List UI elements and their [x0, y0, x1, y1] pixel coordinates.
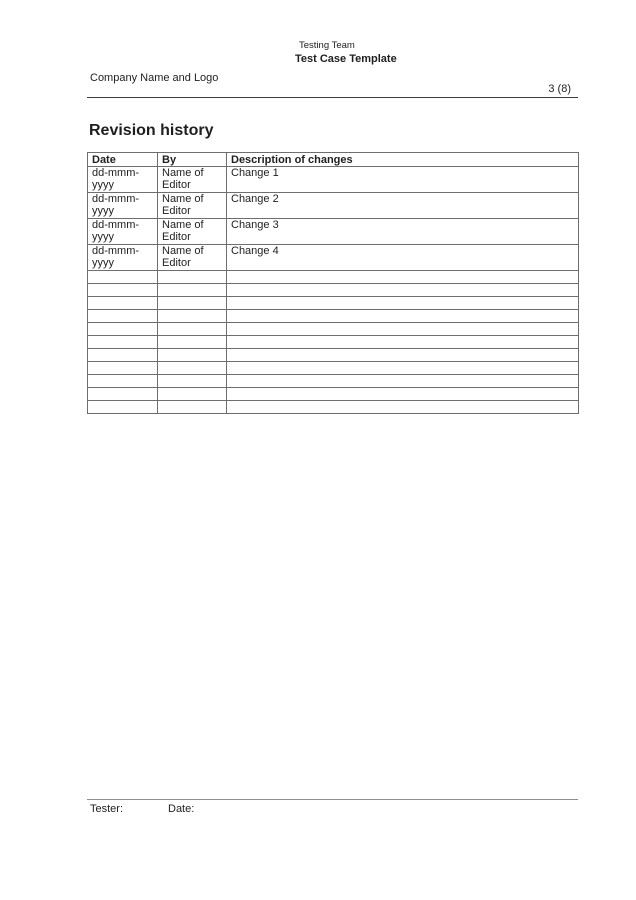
table-empty-row	[88, 323, 579, 336]
table-empty-cell	[88, 375, 158, 388]
revision-table-body	[88, 167, 579, 414]
header-company-label: Company Name and Logo	[90, 72, 219, 84]
table-header-cell: Date	[88, 153, 158, 167]
table-cell: Change 3	[227, 219, 579, 245]
table-row	[88, 193, 579, 219]
table-empty-row	[88, 284, 579, 297]
table-empty-cell	[227, 401, 579, 414]
table-empty-cell	[227, 349, 579, 362]
table-row	[88, 167, 579, 193]
section-title: Revision history	[89, 122, 214, 139]
table-row	[88, 219, 579, 245]
table-empty-row	[88, 362, 579, 375]
page-number: 3 (8)	[548, 83, 571, 95]
table-cell: Change 1	[227, 167, 579, 193]
table-empty-cell	[158, 271, 227, 284]
table-empty-cell	[158, 336, 227, 349]
table-empty-cell	[88, 271, 158, 284]
table-empty-row	[88, 310, 579, 323]
table-cell: Name of Editor	[158, 245, 227, 271]
tester-label: Tester:	[90, 803, 124, 815]
table-empty-cell	[227, 336, 579, 349]
table-empty-cell	[88, 336, 158, 349]
table-empty-cell	[227, 323, 579, 336]
table-empty-cell	[158, 362, 227, 375]
table-cell: Name of Editor	[158, 193, 227, 219]
table-header-cell: Description of changes	[227, 153, 579, 167]
table-empty-cell	[227, 375, 579, 388]
table-empty-cell	[88, 362, 158, 375]
header-rule	[87, 97, 578, 98]
table-empty-cell	[227, 310, 579, 323]
table-empty-cell	[158, 401, 227, 414]
table-empty-row	[88, 271, 579, 284]
header-team-label: Testing Team	[299, 40, 355, 51]
table-header-cell: By	[158, 153, 227, 167]
table-row	[88, 245, 579, 271]
date-label: Date:	[168, 803, 195, 815]
table-cell: dd-mmm-yyyy	[88, 245, 158, 271]
revision-history-table	[87, 152, 579, 414]
table-cell: Name of Editor	[158, 167, 227, 193]
table-empty-row	[88, 401, 579, 414]
table-empty-row	[88, 336, 579, 349]
table-empty-cell	[88, 401, 158, 414]
revision-table-head	[88, 153, 579, 167]
table-empty-cell	[227, 362, 579, 375]
table-empty-cell	[227, 271, 579, 284]
table-empty-cell	[88, 388, 158, 401]
table-empty-cell	[158, 388, 227, 401]
table-cell: dd-mmm-yyyy	[88, 193, 158, 219]
table-empty-cell	[158, 284, 227, 297]
table-empty-cell	[227, 388, 579, 401]
table-cell: Change 4	[227, 245, 579, 271]
table-empty-row	[88, 375, 579, 388]
footer-rule	[87, 799, 578, 800]
header-document-title: Test Case Template	[295, 53, 397, 65]
table-cell: dd-mmm-yyyy	[88, 219, 158, 245]
table-empty-cell	[88, 284, 158, 297]
table-empty-cell	[88, 297, 158, 310]
table-empty-cell	[227, 297, 579, 310]
table-empty-cell	[158, 349, 227, 362]
table-cell: dd-mmm-yyyy	[88, 167, 158, 193]
table-header-row	[88, 153, 579, 167]
table-cell: Name of Editor	[158, 219, 227, 245]
table-empty-cell	[88, 310, 158, 323]
table-empty-cell	[88, 323, 158, 336]
table-empty-cell	[158, 310, 227, 323]
table-empty-cell	[227, 284, 579, 297]
table-empty-cell	[158, 323, 227, 336]
table-empty-row	[88, 349, 579, 362]
table-cell: Change 2	[227, 193, 579, 219]
table-empty-row	[88, 297, 579, 310]
table-empty-row	[88, 388, 579, 401]
table-empty-cell	[158, 297, 227, 310]
table-empty-cell	[158, 375, 227, 388]
table-empty-cell	[88, 349, 158, 362]
